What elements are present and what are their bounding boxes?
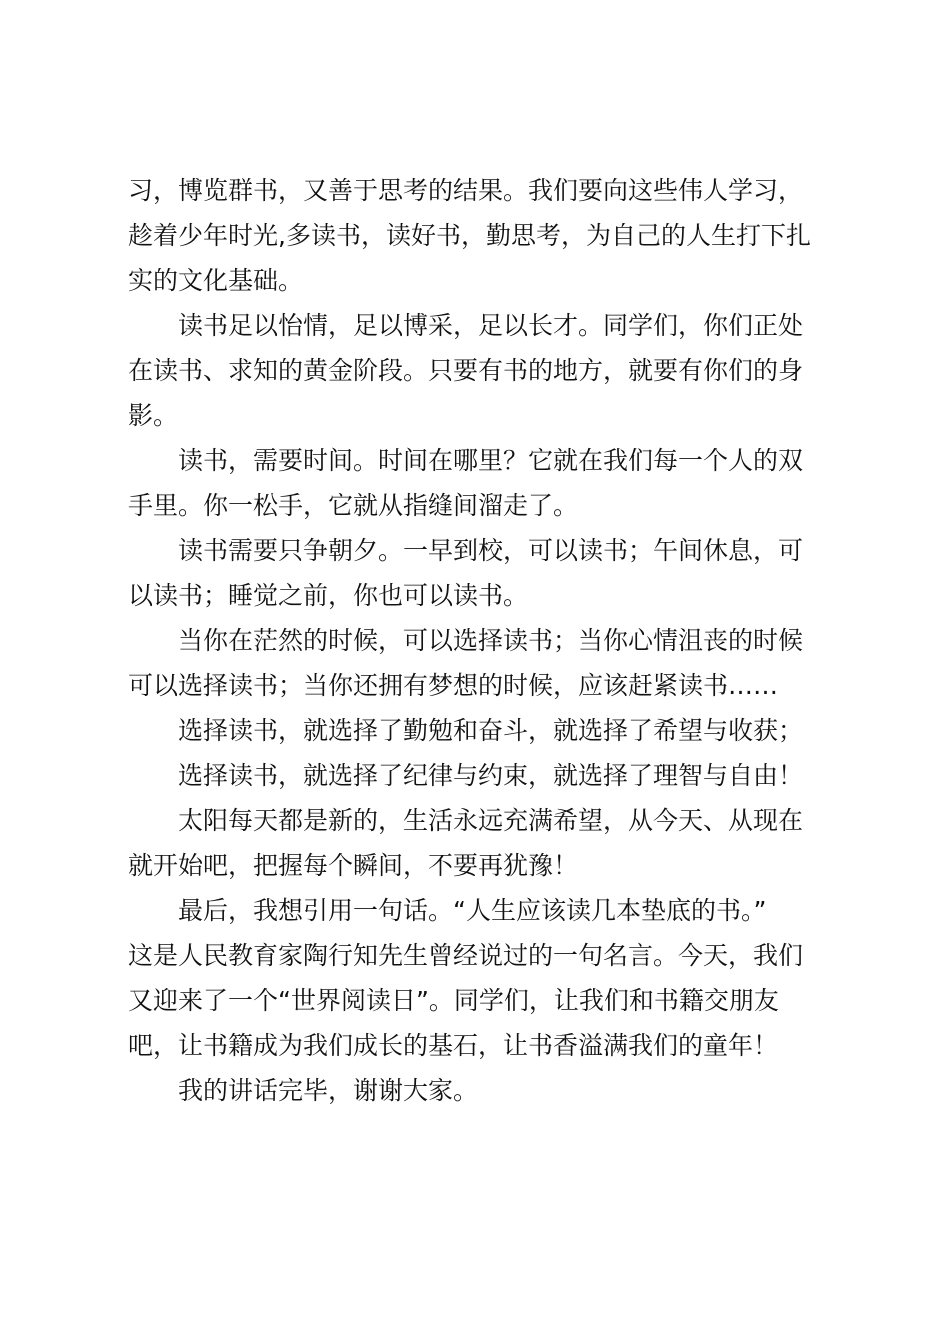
text-line: 习，博览群书，又善于思考的结果。我们要向这些伟人学习， [128,176,804,205]
text-line: 这是人民教育家陶行知先生曾经说过的一句名言。今天，我们 [128,941,804,970]
text-line: 当你在茫然的时候，可以选择读书；当你心情沮丧的时候 [178,626,804,655]
text-line: 读书，需要时间。时间在哪里？它就在我们每一个人的双 [178,446,804,475]
text-line: 我的讲话完毕，谢谢大家。 [178,1076,479,1105]
text-line: 最后，我想引用一句话。“人生应该读几本垫底的书。” [178,896,767,925]
text-line: 又迎来了一个“世界阅读日”。同学们，让我们和书籍交朋友 [128,986,779,1015]
text-line: 就开始吧，把握每个瞬间，不要再犹豫！ [128,851,579,880]
text-line: 选择读书，就选择了勤勉和奋斗，就选择了希望与收获； [178,716,804,745]
text-line: 在读书、求知的黄金阶段。只要有书的地方，就要有你们的身 [128,356,804,385]
text-line: 以读书；睡觉之前，你也可以读书。 [128,581,529,610]
text-line: 实的文化基础。 [128,266,304,295]
text-line: 读书需要只争朝夕。一早到校，可以读书；午间休息，可 [178,536,804,565]
text-line: 手里。你一松手，它就从指缝间溜走了。 [128,491,579,520]
text-line: 吧，让书籍成为我们成长的基石，让书香溢满我们的童年！ [128,1031,779,1060]
speech-body [128,168,834,1113]
text-line: 可以选择读书；当你还拥有梦想的时候，应该赶紧读书…… [128,671,779,700]
text-line: 读书足以怡情，足以博采，足以长才。同学们，你们正处 [178,311,804,340]
text-line: 影。 [128,401,179,430]
text-line: 太阳每天都是新的，生活永远充满希望，从今天、从现在 [178,806,804,835]
text-line: 趁着少年时光,多读书，读好书，勤思考，为自己的人生打下扎 [128,221,811,250]
text-line: 选择读书，就选择了纪律与约束，就选择了理智与自由！ [178,761,804,790]
